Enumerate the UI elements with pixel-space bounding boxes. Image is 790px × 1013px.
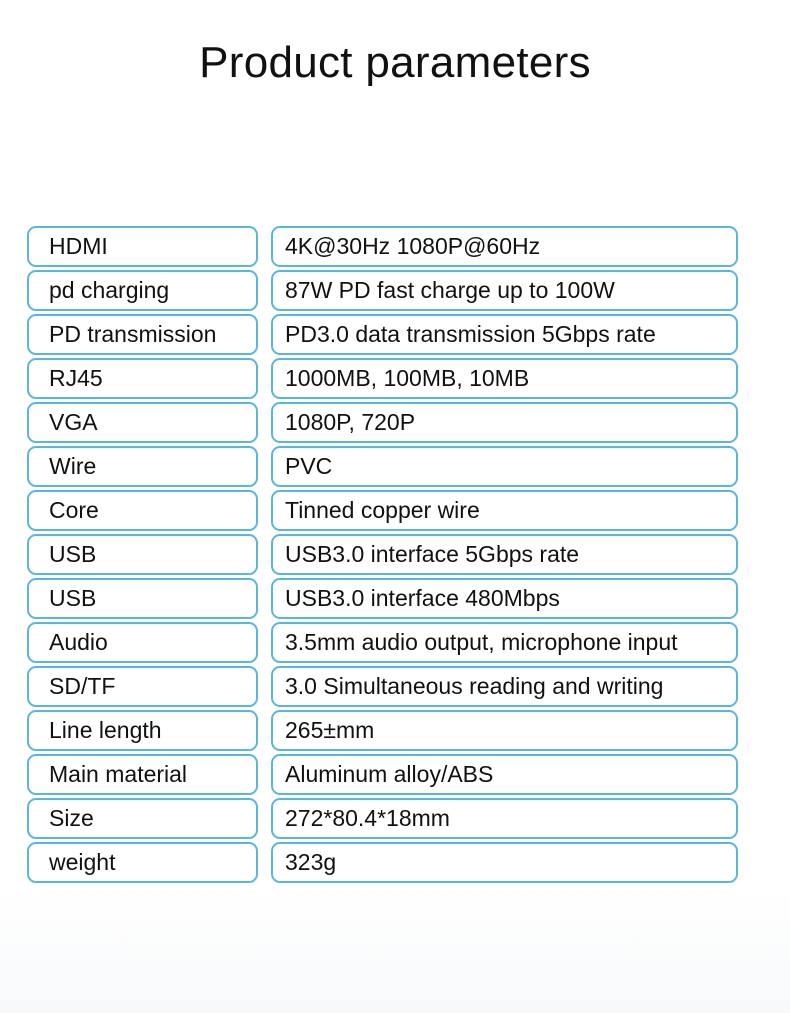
parameter-label: USB — [27, 534, 258, 575]
parameter-label: Size — [27, 798, 258, 839]
parameter-label: Line length — [27, 710, 258, 751]
table-row — [27, 754, 739, 798]
table-row — [27, 270, 739, 314]
parameter-label: Main material — [27, 754, 258, 795]
table-row — [27, 490, 739, 534]
parameter-label: weight — [27, 842, 258, 883]
bottom-background-fade — [0, 893, 790, 1013]
parameter-value: 3.0 Simultaneous reading and writing — [271, 666, 738, 707]
parameter-label: Wire — [27, 446, 258, 487]
table-row — [27, 842, 739, 886]
parameter-label: RJ45 — [27, 358, 258, 399]
parameter-value: Tinned copper wire — [271, 490, 738, 531]
parameter-value: 3.5mm audio output, microphone input — [271, 622, 738, 663]
parameter-label: Audio — [27, 622, 258, 663]
parameter-value: PD3.0 data transmission 5Gbps rate — [271, 314, 738, 355]
table-row — [27, 666, 739, 710]
parameter-label: SD/TF — [27, 666, 258, 707]
table-row — [27, 402, 739, 446]
table-row — [27, 358, 739, 402]
parameter-value: 1000MB, 100MB, 10MB — [271, 358, 738, 399]
table-row — [27, 226, 739, 270]
table-row — [27, 622, 739, 666]
parameter-label: HDMI — [27, 226, 258, 267]
parameter-label: PD transmission — [27, 314, 258, 355]
parameter-value: USB3.0 interface 5Gbps rate — [271, 534, 738, 575]
parameter-label: VGA — [27, 402, 258, 443]
parameter-value: PVC — [271, 446, 738, 487]
parameter-value: Aluminum alloy/ABS — [271, 754, 738, 795]
table-row — [27, 798, 739, 842]
table-row — [27, 710, 739, 754]
parameter-label: Core — [27, 490, 258, 531]
parameters-table — [27, 226, 739, 886]
page-title: Product parameters — [199, 38, 591, 87]
parameter-value: USB3.0 interface 480Mbps — [271, 578, 738, 619]
table-row — [27, 534, 739, 578]
parameter-value: 87W PD fast charge up to 100W — [271, 270, 738, 311]
parameter-label: USB — [27, 578, 258, 619]
parameter-value: 1080P, 720P — [271, 402, 738, 443]
table-row — [27, 446, 739, 490]
parameter-value: 265±mm — [271, 710, 738, 751]
parameter-value: 323g — [271, 842, 738, 883]
parameter-value: 4K@30Hz 1080P@60Hz — [271, 226, 738, 267]
table-row — [27, 314, 739, 358]
parameter-value: 272*80.4*18mm — [271, 798, 738, 839]
table-row — [27, 578, 739, 622]
parameter-label: pd charging — [27, 270, 258, 311]
